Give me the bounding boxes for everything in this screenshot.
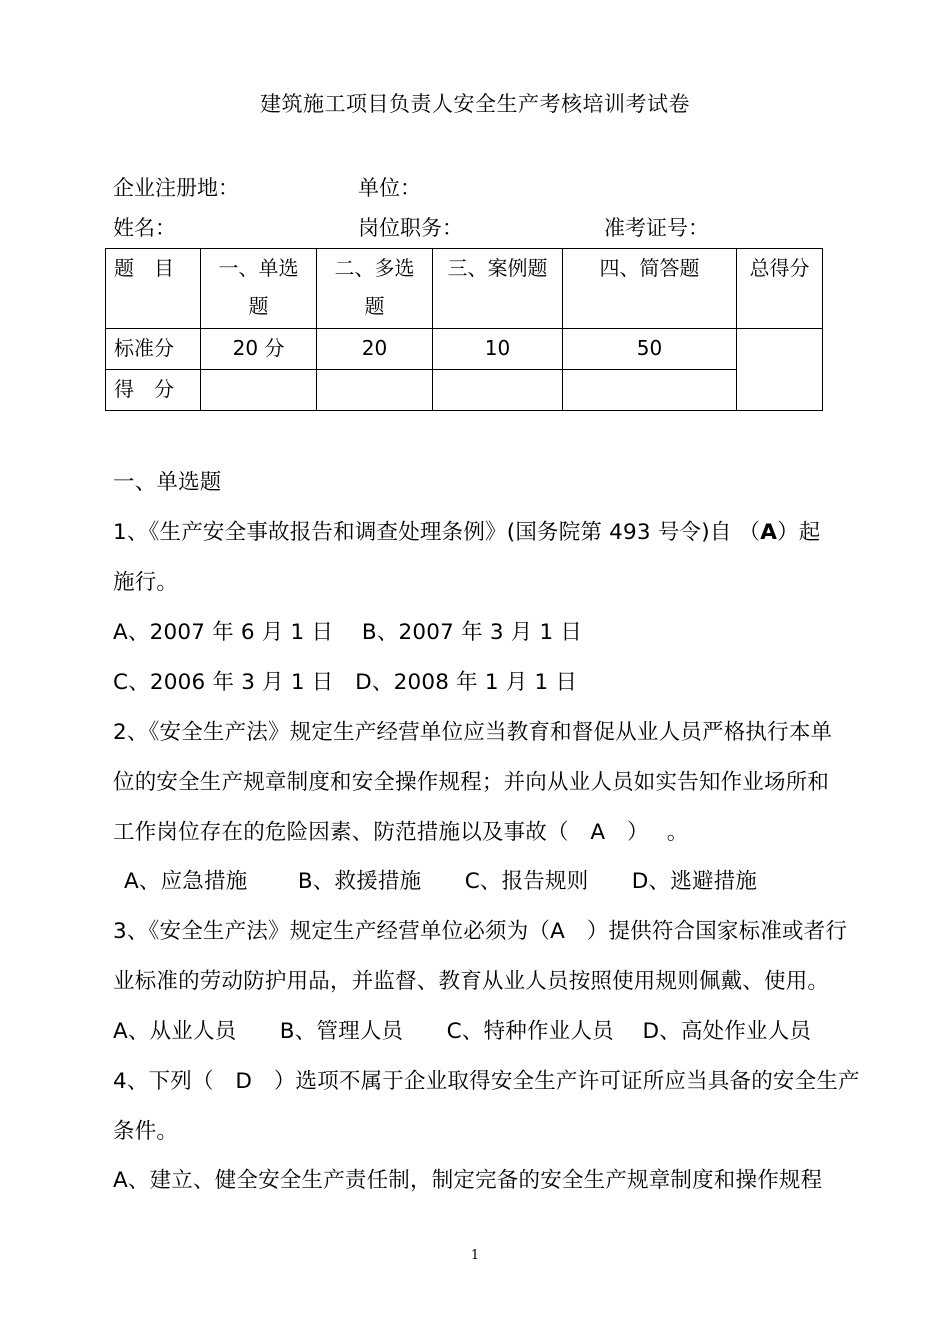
header-single-line1: 一、单选 [218,256,299,280]
header-multi-choice [317,249,433,329]
q1-answer: A [760,520,778,545]
q4-line2: 条件。 [113,1119,179,1144]
unit-label: 单位： [358,176,421,200]
q4-option-a: A、建立、健全安全生产责任制，制定完备的安全生产规章制度和操作规程 [113,1168,823,1193]
std-case: 10 [433,329,563,370]
score-table [105,248,823,411]
q2-line2: 位的安全生产规章制度和安全操作规程；并向从业人员如实告知作业场所和 [113,770,830,795]
got-case[interactable] [433,370,563,411]
got-label: 得 分 [106,370,201,411]
std-label: 标准分 [106,329,201,370]
header-short-answer: 四、简答题 [563,249,737,329]
score-table-got-row [106,370,823,411]
header-single-line2: 题 [248,294,269,318]
header-case: 三、案例题 [433,249,563,329]
header-subject: 题 目 [106,249,201,329]
post-label: 岗位职务： [358,216,463,240]
q1-pre: 1、《生产安全事故报告和调查处理条例》(国务院第 493 号令)自 （ [113,520,761,545]
q3-line1: 3、《安全生产法》规定生产经营单位必须为（A ）提供符合国家标准或者行 [113,919,848,944]
total-score-cell[interactable] [737,329,823,411]
reg-label: 企业注册地： [113,176,239,200]
q1-line2: 施行。 [113,570,179,595]
q3-options: A、从业人员 B、管理人员 C、特种作业人员 D、高处作业人员 [113,1019,812,1044]
got-short[interactable] [563,370,737,411]
header-multi-line1: 二、多选 [334,256,415,280]
std-single: 20 分 [201,329,317,370]
q2-options: A、应急措施 B、救援措施 C、报告规则 D、逃避措施 [124,869,758,894]
page-number: 1 [470,1248,480,1263]
std-multi: 20 [317,329,433,370]
q3-line2: 业标准的劳动防护用品，并监督、教育从业人员按照使用规则佩戴、使用。 [113,969,830,994]
header-total: 总得分 [737,249,823,329]
q1-options-2: C、2006 年 3 月 1 日 D、2008 年 1 月 1 日 [113,670,578,695]
header-multi-line2: 题 [364,294,385,318]
score-table-std-row [106,329,823,370]
std-short: 50 [563,329,737,370]
header-single-choice [201,249,317,329]
score-table-header-row [106,249,823,329]
q1-post: ）起 [777,520,821,545]
name-label: 姓名： [113,216,176,240]
got-multi[interactable] [317,370,433,411]
q1-line1 [113,515,821,546]
q2-line1: 2、《安全生产法》规定生产经营单位应当教育和督促从业人员严格执行本单 [113,720,833,745]
q2-line3: 工作岗位存在的危险因素、防范措施以及事故（ A ） 。 [113,820,689,845]
q4-line1: 4、下列（ D ）选项不属于企业取得安全生产许可证所应当具备的安全生产 [113,1069,860,1094]
q1-options-1: A、2007 年 6 月 1 日 B、2007 年 3 月 1 日 [113,620,583,645]
got-single[interactable] [201,370,317,411]
section-heading: 一、单选题 [113,470,222,495]
ticket-label: 准考证号： [604,216,709,240]
page-title: 建筑施工项目负责人安全生产考核培训考试卷 [260,92,690,116]
